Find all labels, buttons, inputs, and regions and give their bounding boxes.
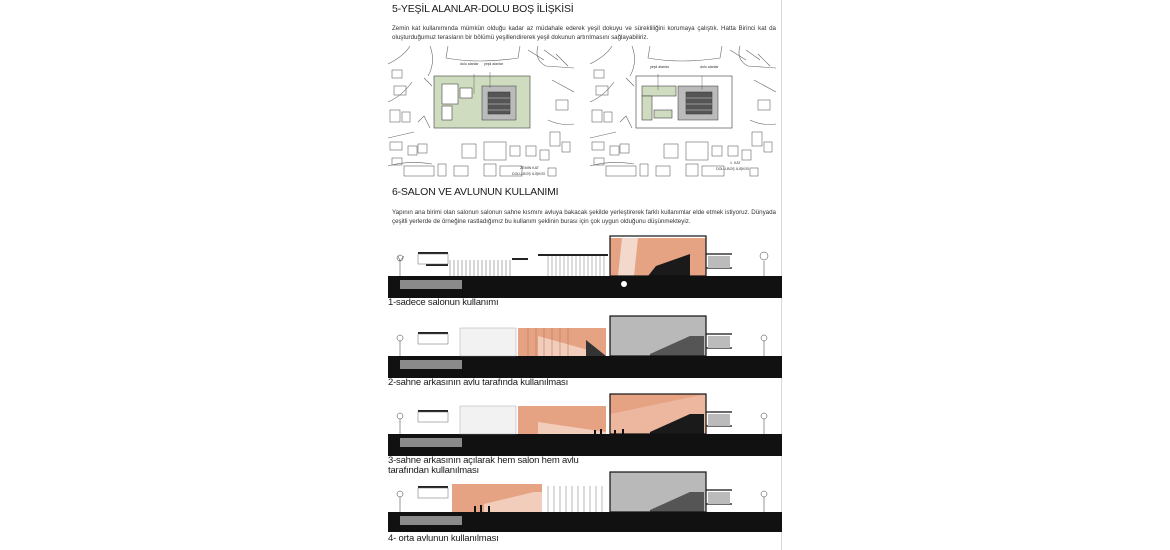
section-caption-2: 2-sahne arkasının avlu tarafında kullanılması	[388, 377, 569, 388]
section-caption-1: 1-sadece salonun kullanımı	[388, 297, 499, 308]
section6-heading: 6-SALON VE AVLUNUN KULLANIMI	[392, 186, 559, 198]
site-plan-first-floor	[590, 46, 776, 178]
label-dolu-alanlar-r: dolu alanlar	[700, 65, 719, 69]
section-drawing-3	[388, 392, 782, 456]
section-caption-3: 3-sahne arkasının açılarak hem salon hem avlu tarafından kullanılması	[388, 455, 579, 476]
map-caption-line2-r: DOLU-BOŞ İLİŞKİSİ	[716, 167, 749, 171]
section-drawing-4	[388, 470, 782, 532]
section-drawing-1	[388, 234, 782, 298]
label-yesil-alanlar-r: yeşil alanlar	[650, 65, 669, 69]
section-caption-4: 4- orta avlunun kullanılması	[388, 533, 499, 544]
section-drawing-2	[388, 314, 782, 378]
section5-paragraph: Zemin kat kullanımında mümkün olduğu kadar az müdahale ederek yeşil dokuyu ve sürekliliğini korumaya çalıştık. Hatta Birinci kat da oluşturduğumuz terasların bir bölümü yeşillendirerek yeşil dokunun artırılmasını sağlayabiliriz.	[392, 25, 776, 42]
section5-heading: 5-YEŞİL ALANLAR-DOLU BOŞ İLİŞKİSİ	[392, 3, 574, 15]
section6-paragraph: Yapının ana birimi olan salonun salonun sahne kısmını avluya bakacak şekilde yerleştirerek farklı kullanımlar elde etmek istiyoruz. Dünyada çeşitli yerlerde de örneğine rastladığımız bu kullanım şeklinin burası için çok uygun olduğunu düşünmekteyiz.	[392, 209, 776, 226]
map-caption-line2: DOLU-BOŞ İLİŞKİSİ	[512, 172, 545, 176]
label-dolu-alanlar: dolu alanlar	[460, 62, 479, 66]
map-caption-line1: ZEMİN KAT	[520, 166, 539, 170]
label-yesil-alanlar: yeşil alanlar	[484, 62, 503, 66]
site-plan-ground-floor	[388, 46, 574, 178]
map-caption-line1-r: 1. KAT	[730, 161, 741, 165]
